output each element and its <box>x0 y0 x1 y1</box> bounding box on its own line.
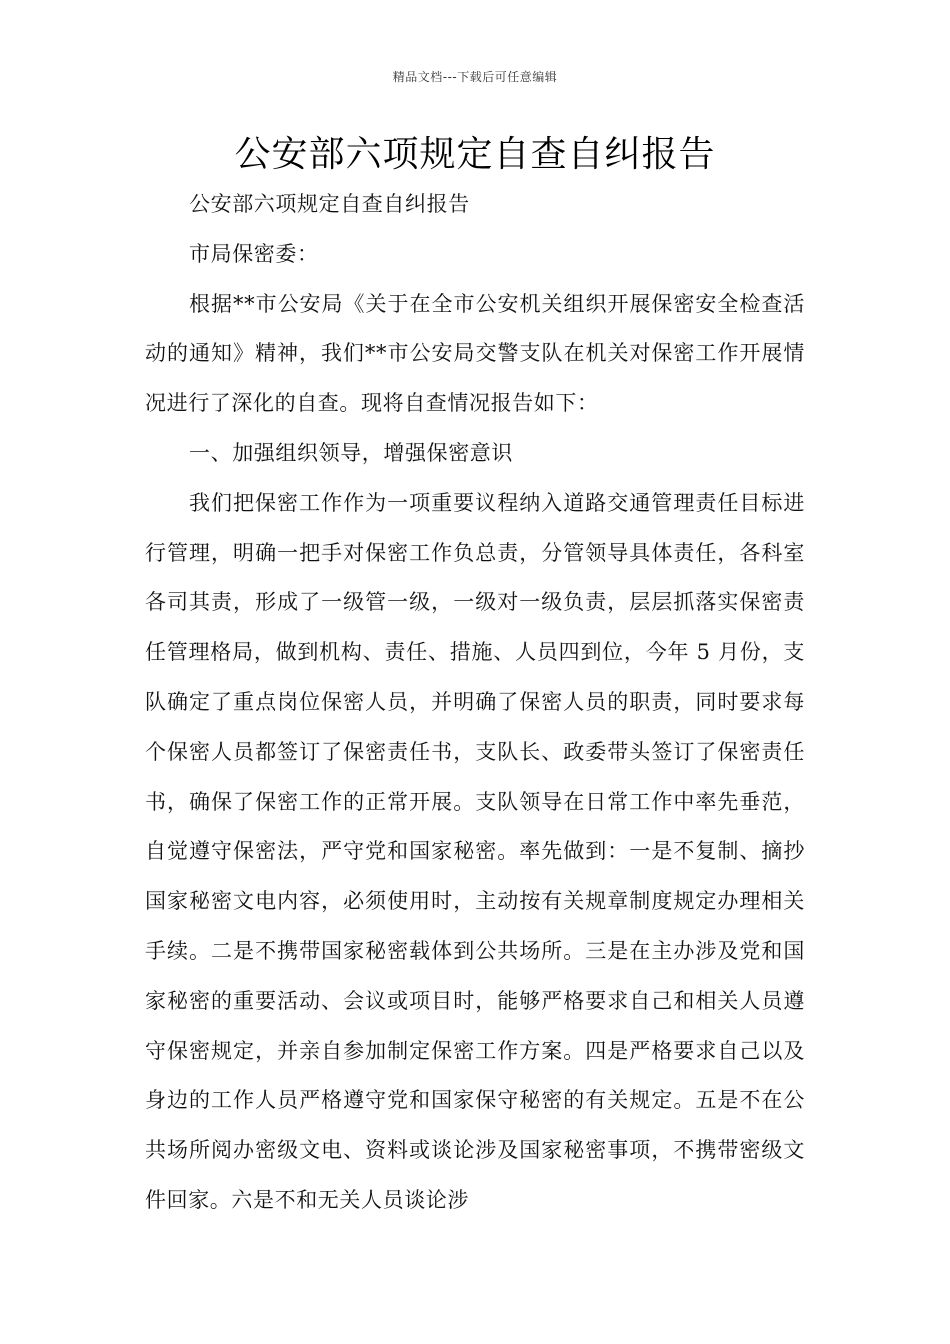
header-note: 精品文档---下载后可任意编辑 <box>392 70 558 84</box>
intro-paragraph: 根据**市公安局《关于在全市公安机关组织开展保密安全检查活动的通知》精神，我们**市公安局交警支队在机关对保密工作开展情况进行了深化的自查。现将自查情况报告如下： <box>145 291 805 416</box>
subtitle-paragraph: 公安部六项规定自查自纠报告 <box>189 192 470 216</box>
body-paragraph: 我们把保密工作作为一项重要议程纳入道路交通管理责任目标进行管理，明确一把手对保密工作负总责，分管领导具体责任，各科室各司其责，形成了一级管一级，一级对一级负责，层层抓落实保密责任管理格局，做到机构、责任、措施、人员四到位，今年 5 月份，支队确定了重点岗位保密人员，并明确了保密人员的职责，同时要求每个保密人员都签订了保密责任书，支队长、政委带头签订了保密责任书，确保了保密工作的正常开展。支队领导在日常工作中率先垂范，自觉遵守保密法，严守党和国家秘密。率先做到：一是不复制、摘抄国家秘密文电内容，必须使用时，主动按有关规章制度规定办理相关手续。二是不携带国家秘密载体到公共场所。三是在主办涉及党和国家秘密的重要活动、会议或项目时，能够严格要求自己和相关人员遵守保密规定，并亲自参加制定保密工作方案。四是严格要求自己以及身边的工作人员严格遵守党和国家保守秘密的有关规定。五是不在公共场所阅办密级文电、资料或谈论涉及国家秘密事项，不携带密级文件回家。六是不和无关人员谈论涉 <box>145 490 805 1212</box>
document-title: 公安部六项规定自查自纠报告 <box>234 134 716 175</box>
section-heading: 一、加强组织领导，增强保密意识 <box>189 440 513 465</box>
salutation-paragraph: 市局保密委： <box>189 241 319 266</box>
document-body <box>145 180 805 1226</box>
